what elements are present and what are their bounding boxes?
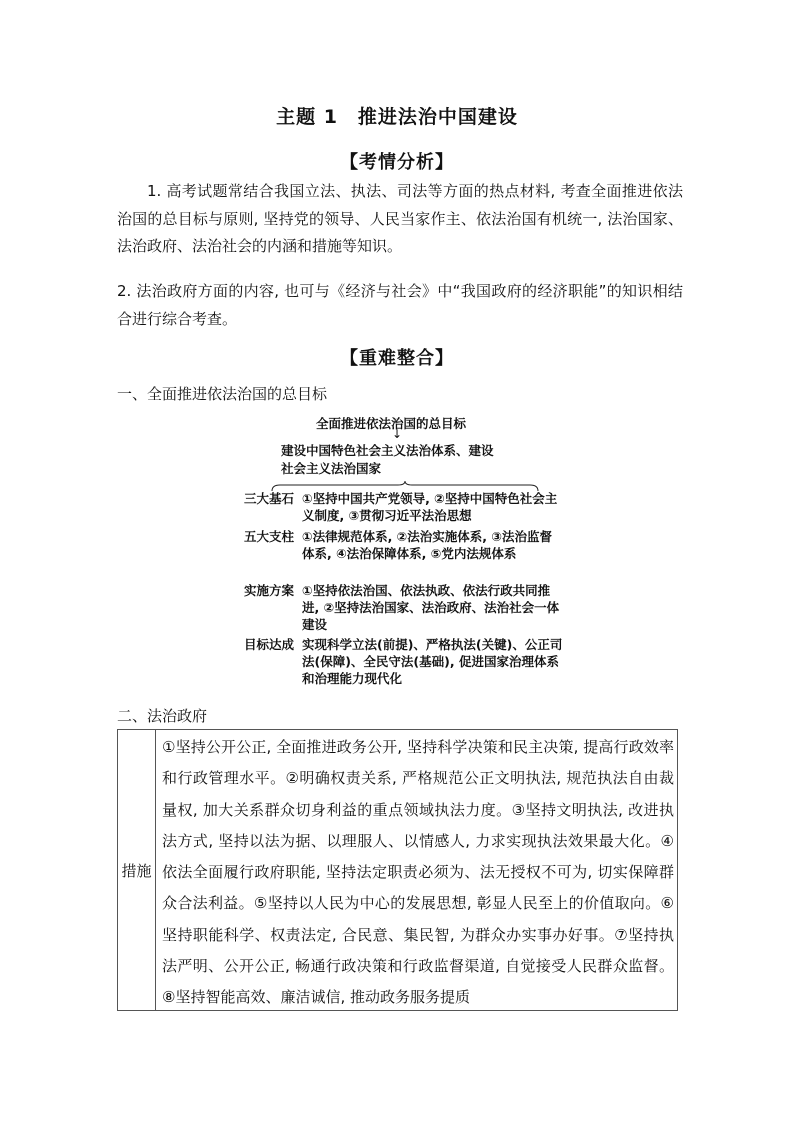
measures-table (117, 729, 678, 1011)
diagram-goal-line-1: 建设中国特色社会主义法治体系、建设 (281, 443, 494, 458)
table-content-cell: ①坚持公开公正, 全面推进政务公开, 坚持科学决策和民主决策, 提高行政效率和行政管理水平。②明确权责关系, 严格规范公正文明执法, 规范执法自由裁量权, 加大关系群众切身利益的重点领域执法力度。③坚持文明执法, 改进执法方式, 坚持以法为据、以理服人、以情感人, 力求实现执法效果最大化。④依法全面履行政府职能, 坚持法定职责必须为、法无授权不可为, 切实保障群众合法利益。⑤坚持以人民为中心的发展思想, 彰显人民至上的价值取向。⑥坚持职能科学、权责法定, 合民意、集民智, 为群众办实事办好事。⑦坚持执法严明、公开公正, 畅通行政决策和行政监督渠道, 自觉接受人民群众监督。⑧坚持智能高效、廉洁诚信, 推动政务服务提质 (162, 738, 674, 1007)
analysis-heading: 【考情分析】 (340, 152, 454, 173)
table-header-cell: 措施 (118, 730, 156, 1010)
subheading-law-government: 二、法治政府 (117, 707, 208, 725)
row-label: 目标达成 (244, 637, 295, 652)
row-text: ①坚持依法治国、依法执政、依法行政共同推进, ②坚持法治国家、法治政府、法治社会一体建设 (302, 583, 560, 632)
analysis-paragraph-1: 1. 高考试题常结合我国立法、执法、司法等方面的热点材料, 考查全面推进依法治国的总目标与原则, 坚持党的领导、人民当家作主、依法治国有机统一, 法治国家、法治政府、法治社会的内涵和措施等知识。 (117, 182, 683, 255)
row-text: ①坚持中国共产党领导, ②坚持中国特色社会主义制度, ③贯彻习近平法治思想 (302, 491, 558, 523)
page-title: 主题 1 推进法治中国建设 (276, 106, 518, 128)
analysis-paragraph-2: 2. 法治政府方面的内容, 也可与《经济与社会》中“我国政府的经济职能”的知识相结合进行综合考查。 (117, 282, 683, 328)
row-label: 五大支柱 (244, 529, 295, 544)
goal-diagram (240, 410, 570, 690)
diagram-row-pillars (244, 528, 564, 562)
diagram-top-label: 全面推进依法治国的总目标 (316, 416, 467, 431)
row-text: 实现科学立法(前提)、严格执法(关键)、公正司法(保障)、全民守法(基础), 促进国家治理体系和治理能力现代化 (302, 637, 563, 686)
diagram-goal-box (281, 442, 521, 478)
row-text: ①法律规范体系, ②法治实施体系, ③法治监督体系, ④法治保障体系, ⑤党内法规体系 (302, 529, 552, 561)
diagram-row-achievement (244, 636, 564, 687)
diagram-goal-line-2: 社会主义法治国家 (281, 461, 382, 476)
subheading-overall-goal: 一、全面推进依法治国的总目标 (117, 385, 328, 403)
down-arrow-icon: ↓ (392, 427, 403, 441)
diagram-row-foundations (244, 490, 564, 524)
integration-heading: 【重难整合】 (340, 348, 454, 369)
diagram-row-plan (244, 582, 564, 633)
row-label: 实施方案 (244, 583, 295, 598)
row-label: 三大基石 (244, 491, 295, 506)
